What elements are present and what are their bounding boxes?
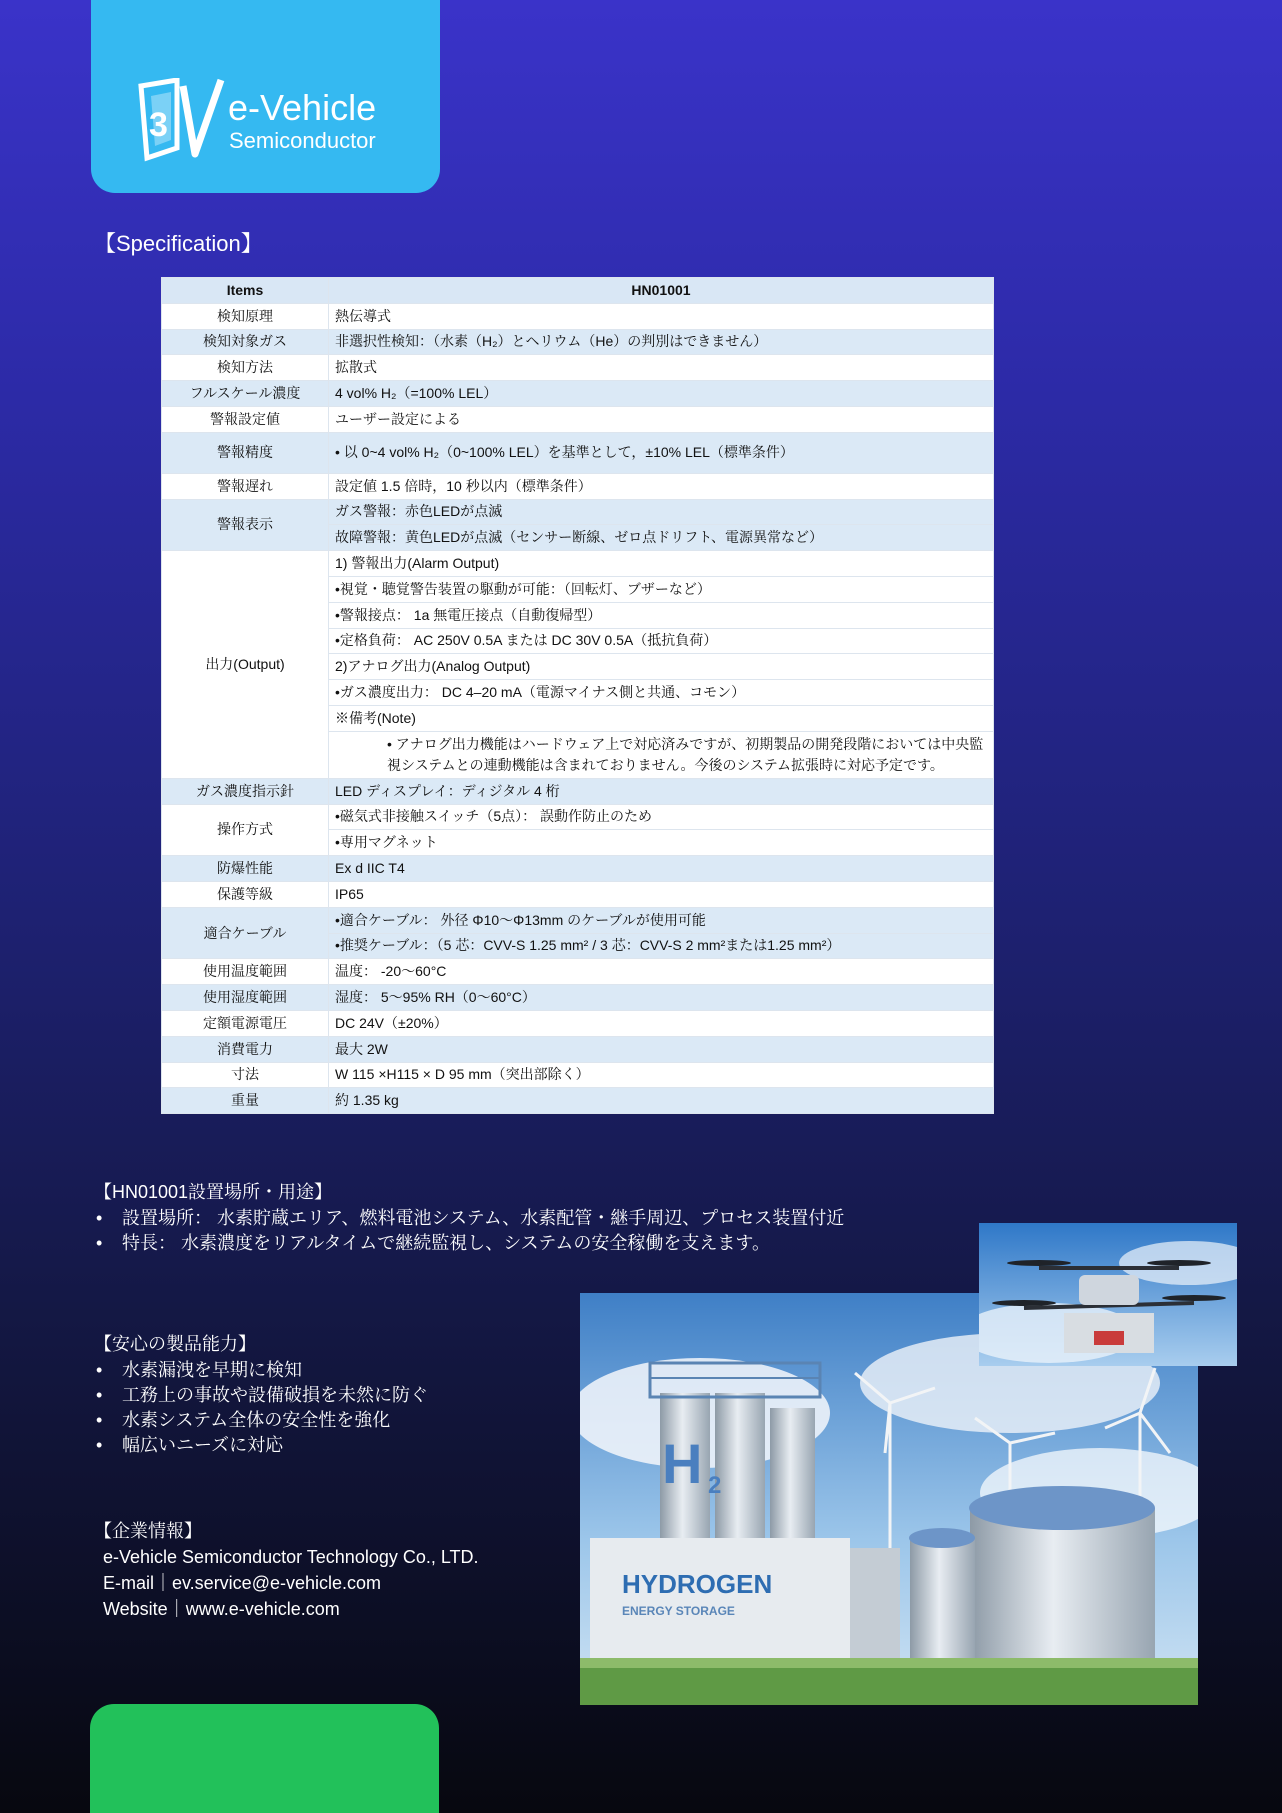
spec-row: [162, 355, 994, 381]
spec-key: 検知方法: [162, 355, 329, 381]
spec-row: [162, 1010, 994, 1036]
spec-table: [161, 277, 994, 1114]
spec-value: •磁気式非接触スイッチ（5点）： 誤動作防止のため: [329, 804, 994, 830]
company-email: E-mail｜ev.service@e-vehicle.com: [103, 1573, 382, 1593]
ability-item: • 幅広いニーズに対応: [94, 1433, 428, 1458]
spec-key: 消費電力: [162, 1036, 329, 1062]
spec-value: •ガス濃度出力： DC 4–20 mA（電源マイナス側と共通、コモン）: [329, 680, 994, 706]
spec-row: [162, 381, 994, 407]
spec-row: [162, 778, 994, 804]
footer-accent-box: [90, 1704, 439, 1813]
spec-row: [162, 303, 994, 329]
company-name: e-Vehicle Semiconductor Technology Co., LTD.: [103, 1547, 479, 1567]
spec-value: • 以 0~4 vol% H₂（0~100% LEL）を基準として，±10% LEL（標準条件）: [329, 432, 994, 473]
spec-value: 故障警報：黄色LEDが点滅（センサー断線、ゼロ点ドリフト、電源異常など）: [329, 525, 994, 551]
ability-heading: 【安心の製品能力】: [94, 1334, 256, 1354]
spec-key: 警報表示: [162, 499, 329, 551]
header-items: Items: [162, 278, 329, 304]
spec-row: [162, 907, 994, 933]
company-website: Website｜www.e-vehicle.com: [103, 1599, 340, 1619]
logo-name: e-Vehicle: [228, 87, 377, 128]
spec-key: 重量: [162, 1088, 329, 1114]
spec-value: 最大 2W: [329, 1036, 994, 1062]
spec-key: フルスケール濃度: [162, 381, 329, 407]
spec-key: 検知原理: [162, 303, 329, 329]
spec-row: [162, 856, 994, 882]
h2-subscript: 2: [708, 1472, 722, 1499]
tank-subtitle: ENERGY STORAGE: [622, 1604, 735, 1618]
spec-key: 適合ケーブル: [162, 907, 329, 959]
spec-value: 熱伝導式: [329, 303, 994, 329]
spec-value: •専用マグネット: [329, 830, 994, 856]
drone-image: [979, 1223, 1237, 1366]
spec-value: 拡散式: [329, 355, 994, 381]
spec-value: 2)アナログ出力(Analog Output): [329, 654, 994, 680]
spec-value: 非選択性検知：（水素（H₂）とヘリウム（He）の判別はできません）: [329, 329, 994, 355]
spec-row: [162, 804, 994, 830]
spec-value: •定格負荷： AC 250V 0.5A または DC 30V 0.5A（抵抗負荷）: [329, 628, 994, 654]
usage-section: [94, 1180, 844, 1256]
spec-value: ※備考(Note): [329, 705, 994, 731]
spec-value: Ex d IIC T4: [329, 856, 994, 882]
spec-value: 4 vol% H₂（=100% LEL）: [329, 381, 994, 407]
usage-item: • 特長： 水素濃度をリアルタイムで継続監視し、システムの安全稼働を支えます。: [94, 1231, 844, 1256]
company-info: [94, 1518, 479, 1622]
spec-key: 警報精度: [162, 432, 329, 473]
company-heading: 【企業情報】: [94, 1521, 202, 1541]
spec-row: [162, 985, 994, 1011]
spec-heading: 【Specification】: [94, 231, 263, 256]
usage-heading: 【HN01001設置場所・用途】: [94, 1182, 333, 1202]
spec-key: 保護等級: [162, 881, 329, 907]
spec-key: 警報遅れ: [162, 473, 329, 499]
spec-row: [162, 1036, 994, 1062]
spec-value: 1) 警報出力(Alarm Output): [329, 551, 994, 577]
spec-row: [162, 473, 994, 499]
spec-value: LED ディスプレイ：ディジタル 4 桁: [329, 778, 994, 804]
spec-value: W 115 ×H115 × D 95 mm（突出部除く）: [329, 1062, 994, 1088]
ability-section: [94, 1332, 428, 1458]
spec-key: 使用湿度範囲: [162, 985, 329, 1011]
spec-key: ガス濃度指示針: [162, 778, 329, 804]
logo-subtitle: Semiconductor: [229, 128, 376, 153]
spec-value: 湿度： 5～95% RH（0～60°C）: [329, 985, 994, 1011]
spec-row: [162, 499, 994, 525]
ability-item: • 水素システム全体の安全性を強化: [94, 1408, 428, 1433]
spec-row: [162, 551, 994, 577]
spec-key: 出力(Output): [162, 551, 329, 779]
spec-key: 警報設定値: [162, 406, 329, 432]
spec-value: ユーザー設定による: [329, 406, 994, 432]
spec-value: 温度： -20～60°C: [329, 959, 994, 985]
ability-item: • 工務上の事故や設備破損を未然に防ぐ: [94, 1383, 428, 1408]
spec-key: 寸法: [162, 1062, 329, 1088]
header-model: HN01001: [329, 278, 994, 304]
spec-value: IP65: [329, 881, 994, 907]
spec-row: [162, 881, 994, 907]
spec-row: [162, 432, 994, 473]
spec-note: • アナログ出力機能はハードウェア上で対応済みですが、初期製品の開発段階においては中央監視システムとの連動機能は含まれておりません。今後のシステム拡張時に対応予定です。: [329, 731, 994, 778]
logo-box: [91, 0, 440, 193]
spec-value: •警報接点： 1a 無電圧接点（自動復帰型）: [329, 602, 994, 628]
spec-value: ガス警報：赤色LEDが点滅: [329, 499, 994, 525]
h2-letter: H: [662, 1432, 703, 1495]
usage-item: • 設置場所： 水素貯蔵エリア、燃料電池システム、水素配管・継手周辺、プロセス装置付近: [94, 1206, 844, 1231]
spec-value: 設定値 1.5 倍時，10 秒以内（標準条件）: [329, 473, 994, 499]
logo-icon: [137, 78, 225, 170]
spec-row: [162, 959, 994, 985]
spec-row: [162, 1062, 994, 1088]
spec-key: 検知対象ガス: [162, 329, 329, 355]
spec-row: [162, 1088, 994, 1114]
spec-key: 操作方式: [162, 804, 329, 856]
spec-body: [162, 303, 994, 1113]
spec-key: 防爆性能: [162, 856, 329, 882]
spec-value: 約 1.35 kg: [329, 1088, 994, 1114]
spec-row: [162, 406, 994, 432]
spec-value: DC 24V（±20%）: [329, 1010, 994, 1036]
svg-text:3: 3: [149, 106, 168, 144]
tank-title: HYDROGEN: [622, 1569, 773, 1599]
spec-key: 使用温度範囲: [162, 959, 329, 985]
spec-value: •視覚・聴覚警告装置の駆動が可能：（回転灯、ブザーなど）: [329, 576, 994, 602]
spec-value: •推奨ケーブル：（5 芯：CVV-S 1.25 mm² / 3 芯：CVV-S 2 mm²または1.25 mm²）: [329, 933, 994, 959]
spec-row: [162, 329, 994, 355]
spec-value: •適合ケーブル： 外径 Φ10～Φ13mm のケーブルが使用可能: [329, 907, 994, 933]
ability-item: • 水素漏洩を早期に検知: [94, 1358, 428, 1383]
spec-key: 定額電源電圧: [162, 1010, 329, 1036]
spec-header-row: [162, 278, 994, 304]
